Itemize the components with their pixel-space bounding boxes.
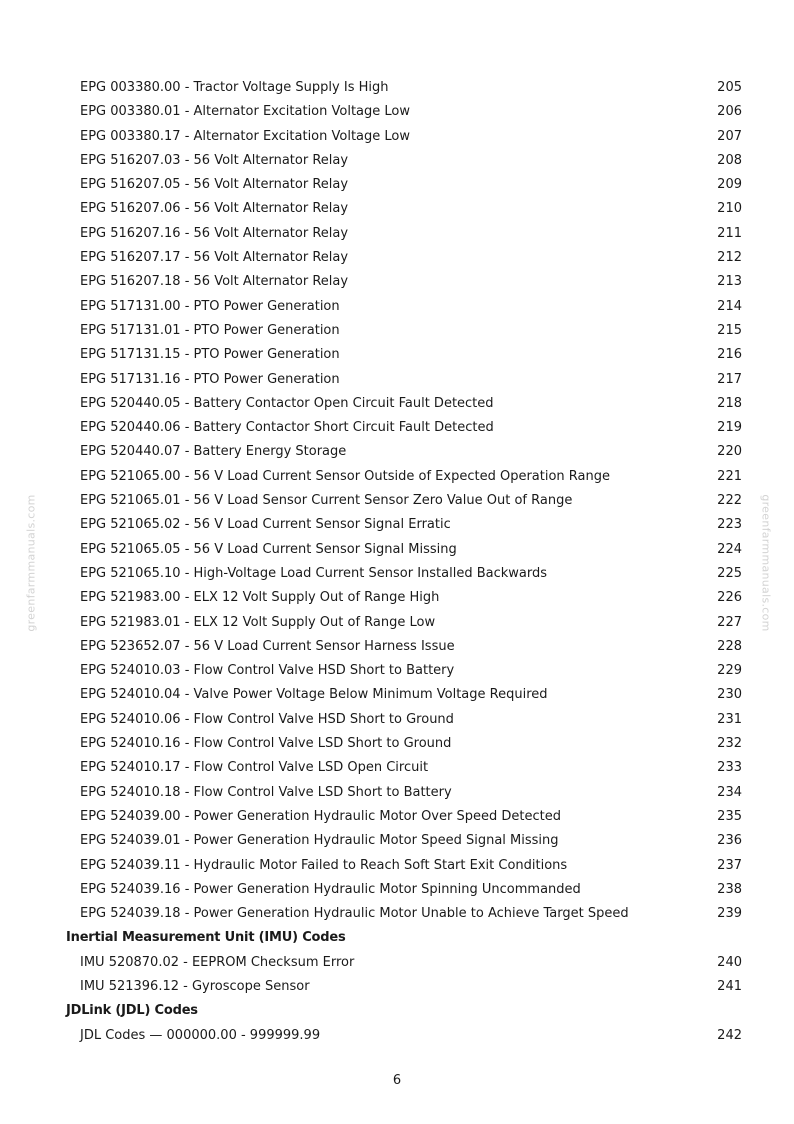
toc-entry-title: EPG 517131.16 - PTO Power Generation — [80, 371, 340, 387]
toc-entry-title: EPG 524010.04 - Valve Power Voltage Below Minimum Voltage Required — [80, 687, 548, 703]
toc-entry-page: 239 — [717, 906, 742, 922]
toc-entry-page: 228 — [717, 638, 742, 654]
toc-entry[interactable] — [0, 732, 794, 756]
toc-entry[interactable] — [0, 975, 794, 999]
toc-entry-page: 241 — [717, 978, 742, 994]
toc-entry[interactable] — [0, 149, 794, 173]
toc-entry[interactable] — [0, 854, 794, 878]
toc-entry-title: EPG 520440.05 - Battery Contactor Open Circuit Fault Detected — [80, 395, 494, 411]
toc-entry-page: 209 — [717, 177, 742, 193]
toc-entry[interactable] — [0, 295, 794, 319]
toc-entry-title: EPG 521983.00 - ELX 12 Volt Supply Out of Range High — [80, 590, 440, 606]
toc-entry-title: EPG 524039.11 - Hydraulic Motor Failed to Reach Soft Start Exit Conditions — [80, 857, 568, 873]
toc-entry-title: EPG 524039.16 - Power Generation Hydraulic Motor Spinning Uncommanded — [80, 881, 581, 897]
toc-entry-page: 236 — [717, 833, 742, 849]
toc-entry-title: EPG 521983.01 - ELX 12 Volt Supply Out of Range Low — [80, 614, 436, 630]
toc-entry[interactable] — [0, 683, 794, 707]
watermark-left: greenfarmmanuals.com — [24, 494, 38, 632]
toc-entry-title: EPG 524010.18 - Flow Control Valve LSD Short to Battery — [80, 784, 452, 800]
toc-entry-page: 231 — [717, 711, 742, 727]
toc-entry-page: 235 — [717, 808, 742, 824]
toc-entry-title: EPG 516207.03 - 56 Volt Alternator Relay — [80, 152, 349, 168]
toc-entry-page: 208 — [717, 152, 742, 168]
toc-entry-title: EPG 524039.00 - Power Generation Hydraulic Motor Over Speed Detected — [80, 808, 561, 824]
toc-entry-page: 229 — [717, 663, 742, 679]
toc-entry-page: 238 — [717, 881, 742, 897]
toc-entry[interactable] — [0, 562, 794, 586]
toc-entry-page: 212 — [717, 250, 742, 266]
toc-entry-page: 237 — [717, 857, 742, 873]
toc-section-heading — [0, 926, 794, 950]
toc-entry-title: EPG 516207.18 - 56 Volt Alternator Relay — [80, 274, 349, 290]
toc-entry-page: 217 — [717, 371, 742, 387]
toc-entry-page: 214 — [717, 298, 742, 314]
toc-entry[interactable] — [0, 951, 794, 975]
toc-entry[interactable] — [0, 805, 794, 829]
toc-entry-page: 206 — [717, 104, 742, 120]
toc-entry-page: 234 — [717, 784, 742, 800]
toc-entry-title: EPG 521065.05 - 56 V Load Current Sensor Signal Missing — [80, 541, 457, 557]
toc-entry-page: 220 — [717, 444, 742, 460]
toc-entry-page: 218 — [717, 395, 742, 411]
toc-entry-title: EPG 523652.07 - 56 V Load Current Sensor Harness Issue — [80, 638, 455, 654]
toc-entry-title: EPG 003380.01 - Alternator Excitation Voltage Low — [80, 104, 410, 120]
toc-entry-page: 219 — [717, 420, 742, 436]
toc-entry-page: 223 — [717, 517, 742, 533]
toc-entry-page: 205 — [717, 80, 742, 95]
toc-entry-title: EPG 521065.00 - 56 V Load Current Sensor Outside of Expected Operation Range — [80, 468, 610, 484]
toc-entry-page: 226 — [717, 590, 742, 606]
toc-section-heading — [0, 999, 794, 1023]
toc-entry[interactable] — [0, 173, 794, 197]
toc-entry-page: 233 — [717, 760, 742, 776]
table-of-contents — [0, 76, 794, 1048]
toc-entry[interactable] — [0, 222, 794, 246]
toc-entry[interactable] — [0, 756, 794, 780]
toc-entry-title: EPG 524010.17 - Flow Control Valve LSD Open Circuit — [80, 760, 429, 776]
toc-entry-title: JDL Codes — 000000.00 - 999999.99 — [80, 1027, 321, 1043]
section-heading-title: JDLink (JDL) Codes — [66, 1003, 198, 1019]
toc-entry[interactable] — [0, 586, 794, 610]
toc-entry[interactable] — [0, 197, 794, 221]
toc-entry-page: 216 — [717, 347, 742, 363]
toc-entry-page: 213 — [717, 274, 742, 290]
toc-entry[interactable] — [0, 902, 794, 926]
toc-entry-title: IMU 521396.12 - Gyroscope Sensor — [80, 978, 310, 994]
toc-entry-page: 227 — [717, 614, 742, 630]
toc-entry[interactable] — [0, 513, 794, 537]
toc-entry-page: 232 — [717, 736, 742, 752]
toc-entry[interactable] — [0, 416, 794, 440]
toc-entry[interactable] — [0, 368, 794, 392]
toc-entry-page: 215 — [717, 322, 742, 338]
toc-entry-title: EPG 521065.01 - 56 V Load Sensor Current Sensor Zero Value Out of Range — [80, 493, 573, 509]
toc-entry-page: 222 — [717, 493, 742, 509]
toc-entry-title: EPG 003380.00 - Tractor Voltage Supply Is High — [80, 80, 389, 95]
toc-entry[interactable] — [0, 538, 794, 562]
toc-entry-title: EPG 516207.16 - 56 Volt Alternator Relay — [80, 225, 349, 241]
toc-entry[interactable] — [0, 611, 794, 635]
section-heading-title: Inertial Measurement Unit (IMU) Codes — [66, 930, 346, 946]
toc-entry-title: EPG 516207.06 - 56 Volt Alternator Relay — [80, 201, 349, 217]
toc-entry[interactable] — [0, 878, 794, 902]
toc-entry-title: EPG 517131.15 - PTO Power Generation — [80, 347, 340, 363]
toc-entry-title: EPG 520440.06 - Battery Contactor Short Circuit Fault Detected — [80, 420, 494, 436]
toc-entry[interactable] — [0, 708, 794, 732]
toc-entry[interactable] — [0, 635, 794, 659]
toc-entry-title: IMU 520870.02 - EEPROM Checksum Error — [80, 954, 355, 970]
toc-entry[interactable] — [0, 659, 794, 683]
toc-entry-title: EPG 520440.07 - Battery Energy Storage — [80, 444, 347, 460]
toc-entry[interactable] — [0, 781, 794, 805]
toc-entry-title: EPG 521065.10 - High-Voltage Load Current Sensor Installed Backwards — [80, 565, 548, 581]
toc-entry-page: 221 — [717, 468, 742, 484]
toc-entry[interactable] — [0, 270, 794, 294]
toc-entry-page: 224 — [717, 541, 742, 557]
toc-entry[interactable] — [0, 343, 794, 367]
toc-entry-title: EPG 517131.01 - PTO Power Generation — [80, 322, 340, 338]
watermark-right: greenfarmmanuals.com — [759, 494, 773, 632]
toc-entry-title: EPG 003380.17 - Alternator Excitation Voltage Low — [80, 128, 410, 144]
toc-entry[interactable] — [0, 440, 794, 464]
toc-entry[interactable] — [0, 465, 794, 489]
toc-entry[interactable] — [0, 1024, 794, 1048]
toc-entry[interactable] — [0, 392, 794, 416]
toc-entry-page: 225 — [717, 565, 742, 581]
toc-entry-title: EPG 517131.00 - PTO Power Generation — [80, 298, 340, 314]
toc-entry-page: 211 — [717, 225, 742, 241]
toc-entry-title: EPG 524039.01 - Power Generation Hydraulic Motor Speed Signal Missing — [80, 833, 559, 849]
toc-entry-title: EPG 516207.05 - 56 Volt Alternator Relay — [80, 177, 349, 193]
toc-entry-page: 230 — [717, 687, 742, 703]
toc-entry[interactable] — [0, 76, 794, 100]
toc-entry-title: EPG 524010.16 - Flow Control Valve LSD Short to Ground — [80, 736, 452, 752]
toc-entry-title: EPG 524039.18 - Power Generation Hydraulic Motor Unable to Achieve Target Speed — [80, 906, 629, 922]
toc-entry-page: 240 — [717, 954, 742, 970]
toc-entry-page: 207 — [717, 128, 742, 144]
toc-entry-page: 242 — [717, 1027, 742, 1043]
toc-entry-title: EPG 516207.17 - 56 Volt Alternator Relay — [80, 250, 349, 266]
page-number: 6 — [392, 1073, 402, 1088]
toc-entry[interactable] — [0, 246, 794, 270]
toc-entry[interactable] — [0, 100, 794, 124]
toc-entry-title: EPG 524010.03 - Flow Control Valve HSD Short to Battery — [80, 663, 455, 679]
toc-entry-page: 210 — [717, 201, 742, 217]
toc-entry[interactable] — [0, 125, 794, 149]
toc-entry[interactable] — [0, 489, 794, 513]
toc-entry-title: EPG 524010.06 - Flow Control Valve HSD Short to Ground — [80, 711, 454, 727]
toc-entry[interactable] — [0, 319, 794, 343]
toc-entry-title: EPG 521065.02 - 56 V Load Current Sensor Signal Erratic — [80, 517, 451, 533]
toc-entry[interactable] — [0, 829, 794, 853]
